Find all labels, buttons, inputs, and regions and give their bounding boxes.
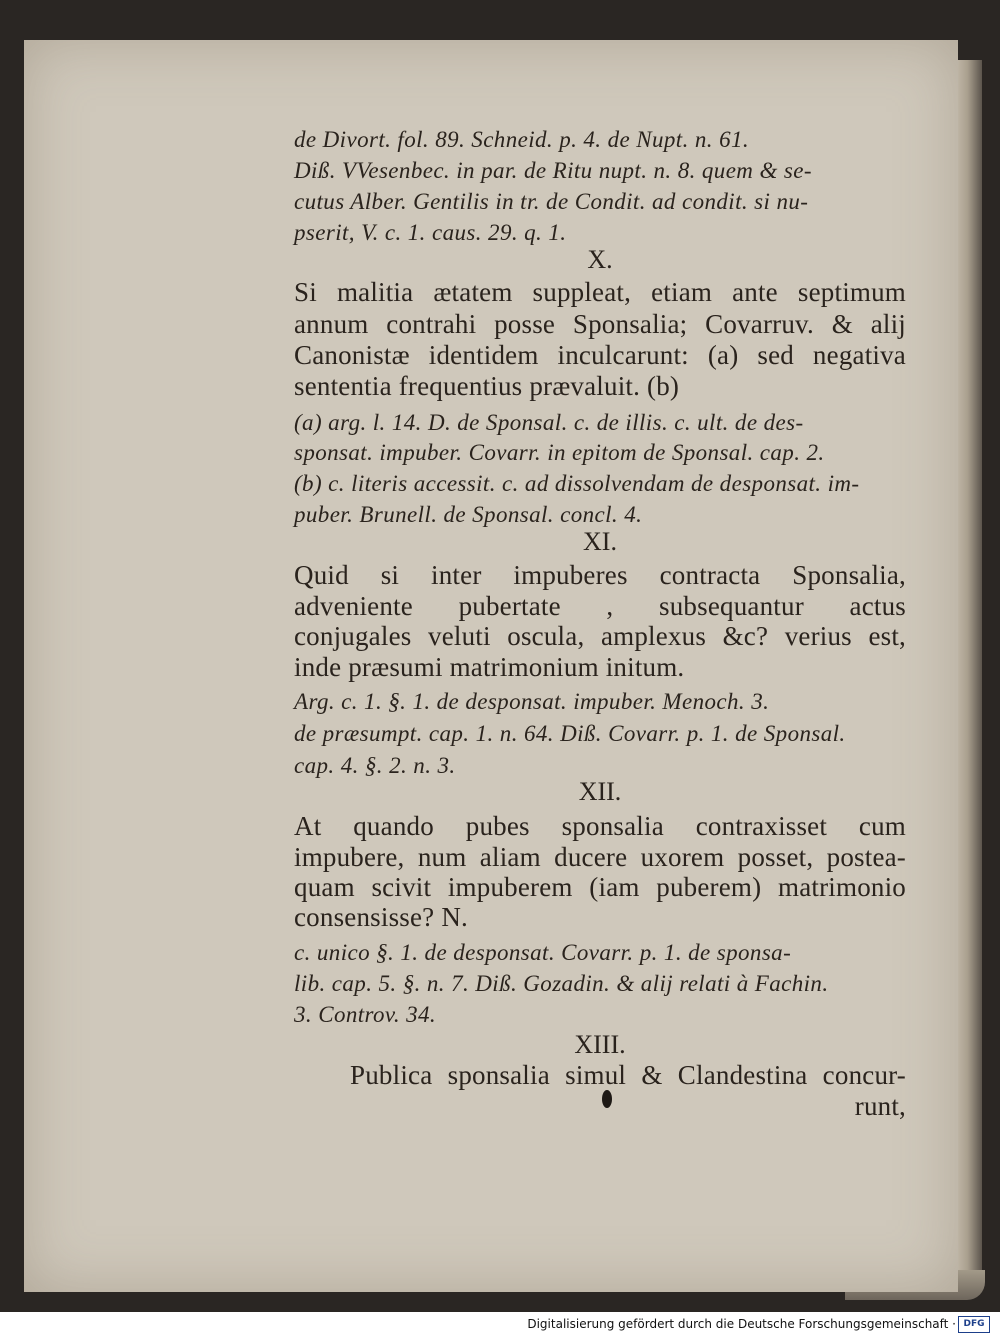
- body-line: Quid si inter impuberes contracta Sponsalia,: [294, 560, 906, 590]
- footnote-line: 3. Controv. 34.: [294, 1002, 437, 1027]
- footnote-line: c. unico §. 1. de desponsat. Covarr. p. 1. de sponsa-: [294, 940, 792, 965]
- footnote-line: (b) c. literis accessit. c. ad dissolvendam de desponsat. im-: [294, 471, 860, 496]
- body-line: impubere, num aliam ducere uxorem posset, postea-: [294, 842, 906, 872]
- section-heading: XIII.: [574, 1030, 626, 1059]
- body-line: inde præsumi matrimonium initum.: [294, 652, 685, 682]
- body-line: At quando pubes sponsalia contraxisset cum: [294, 811, 906, 841]
- footnote-line: cap. 4. §. 2. n. 3.: [294, 753, 456, 778]
- body-line: conjugales veluti oscula, amplexus &c? verius est,: [294, 621, 906, 651]
- footnote-line: Arg. c. 1. §. 1. de desponsat. impuber. Menoch. 3.: [294, 689, 770, 714]
- footer-credit: Digitalisierung gefördert durch die Deutsche Forschungsgemeinschaft ·: [527, 1317, 956, 1331]
- body-line: sententia frequentius prævaluit. (b): [294, 371, 680, 401]
- footnote-line: Diß. VVesenbec. in par. de Ritu nupt. n. 8. quem & se-: [294, 158, 812, 183]
- footnote-line: sponsat. impuber. Covarr. in epitom de Sponsal. cap. 2.: [294, 440, 825, 465]
- footnote-line: de præsumpt. cap. 1. n. 64. Diß. Covarr. p. 1. de Sponsal.: [294, 721, 846, 746]
- section-heading: XII.: [578, 777, 622, 806]
- page-edge: [958, 60, 982, 1292]
- section-heading: X.: [587, 245, 613, 274]
- ink-blot: [602, 1090, 612, 1108]
- body-line: quam scivit impuberem (iam puberem) matrimonio: [294, 872, 906, 902]
- footnote-line: cutus Alber. Gentilis in tr. de Condit. ad condit. si nu-: [294, 189, 809, 214]
- section-heading: XI.: [583, 527, 617, 556]
- footnote-line: pserit, V. c. 1. caus. 29. q. 1.: [294, 220, 567, 245]
- body-line: Canonistæ identidem inculcarunt: (a) sed negativa: [294, 340, 906, 370]
- body-line: advenientе pubertate , subsequantur actus: [294, 591, 906, 621]
- dfg-logo-icon: DFG: [958, 1316, 990, 1333]
- catchword: runt,: [854, 1091, 906, 1121]
- footnote-line: (a) arg. l. 14. D. de Sponsal. c. de illis. c. ult. de des-: [294, 410, 804, 435]
- footnote-line: lib. cap. 5. §. n. 7. Diß. Gozadin. & alij relati à Fachin.: [294, 971, 829, 996]
- footnote-line: puber. Brunell. de Sponsal. concl. 4.: [294, 502, 643, 527]
- footnote-line: de Divort. fol. 89. Schneid. p. 4. de Nupt. n. 61.: [294, 127, 750, 152]
- body-line: annum contrahi posse Sponsalia; Covarruv. & alij: [294, 309, 906, 339]
- digitization-footer: [0, 1312, 1000, 1336]
- body-line: Si malitia ætatem suppleat, etiam ante septimum: [294, 277, 906, 307]
- body-line: consensisse? N.: [294, 902, 468, 932]
- body-line: Publica sponsalia simul & Clandestina concur-: [350, 1060, 906, 1090]
